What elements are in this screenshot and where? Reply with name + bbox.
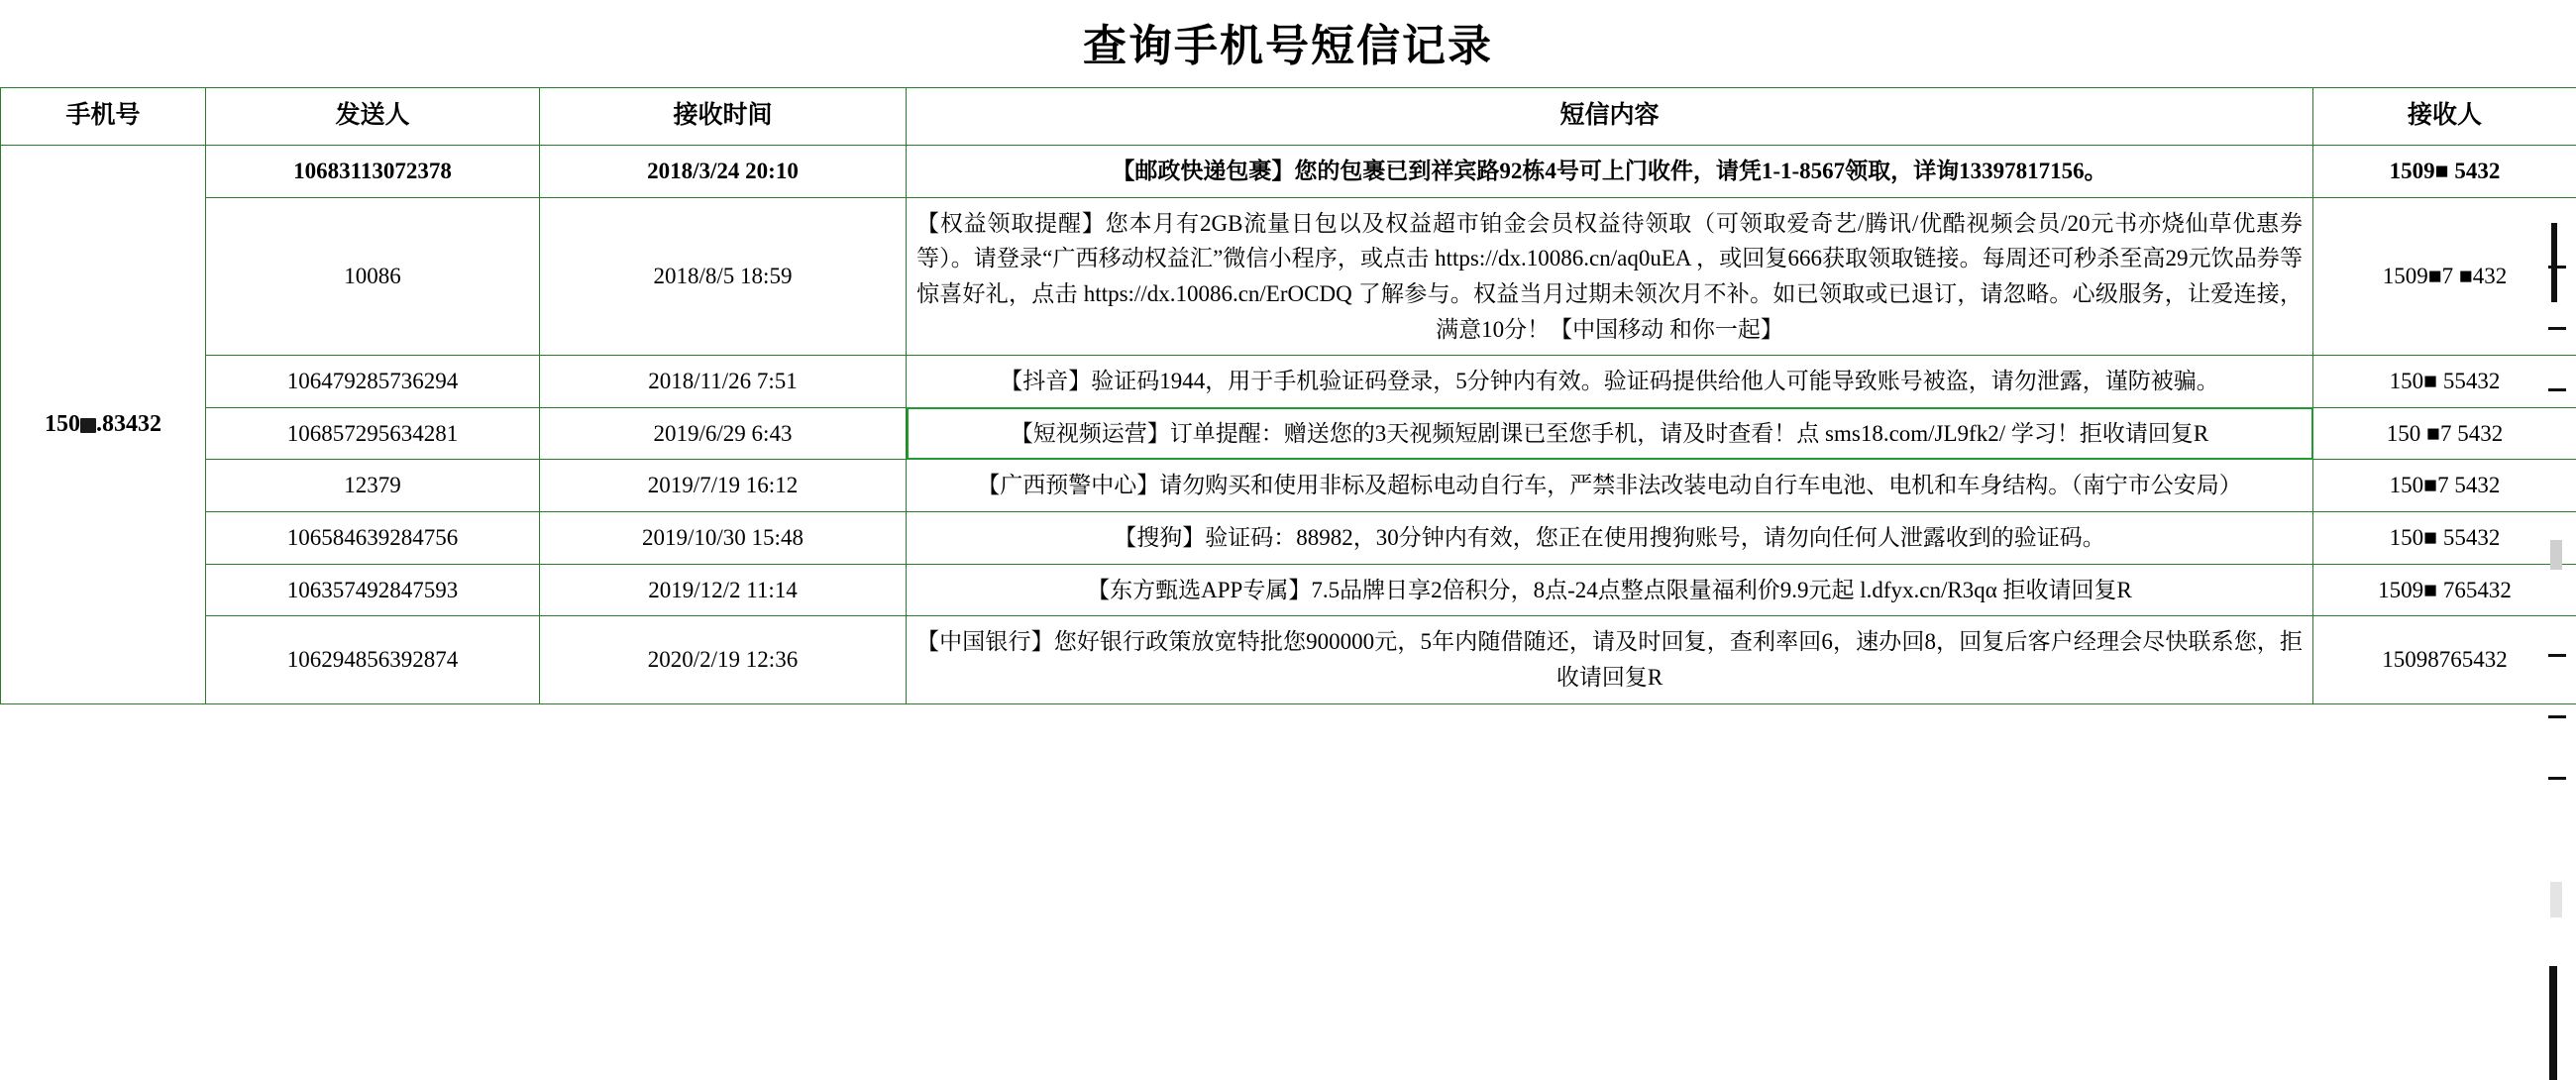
- table-row: [1, 512, 2576, 565]
- column-header-phone: 手机号: [1, 88, 206, 146]
- time-cell: 2020/2/19 12:36: [540, 616, 907, 703]
- time-cell: 2019/6/29 6:43: [540, 407, 907, 460]
- scrollbar-track[interactable]: [2550, 882, 2562, 918]
- scroll-mark: [2548, 777, 2566, 780]
- sender-cell: 12379: [206, 460, 540, 512]
- table-row: [1, 197, 2576, 356]
- phone-number-redacted: 150: [45, 410, 80, 437]
- column-header-time: 接收时间: [540, 88, 907, 146]
- page-title: 查询手机号短信记录: [1083, 22, 1493, 70]
- time-cell: 2019/7/19 16:12: [540, 460, 907, 512]
- phone-number-tail: .83432: [96, 410, 161, 437]
- redaction-block: [80, 418, 96, 433]
- time-cell: 2019/10/30 15:48: [540, 512, 907, 565]
- table-row-highlighted: [1, 407, 2576, 460]
- time-cell: 2018/8/5 18:59: [540, 197, 907, 356]
- sender-cell: 106584639284756: [206, 512, 540, 565]
- receiver-cell: 150■ 55432: [2313, 512, 2576, 565]
- receiver-cell: 150■7 5432: [2313, 460, 2576, 512]
- time-cell: 2018/11/26 7:51: [540, 356, 907, 408]
- content-cell: 【邮政快递包裹】您的包裹已到祥宾路92栋4号可上门收件，请凭1-1-8567领取，详询13397817156。: [907, 146, 2313, 198]
- receiver-cell: 1509■ 765432: [2313, 564, 2576, 616]
- receiver-cell: 1509■7 ■432: [2313, 197, 2576, 356]
- column-header-receiver: 接收人: [2313, 88, 2576, 146]
- column-header-sender: 发送人: [206, 88, 540, 146]
- content-cell: 【短视频运营】订单提醒：赠送您的3天视频短剧课已至您手机，请及时查看！点 sms18.com/JL9fk2/ 学习！拒收请回复R: [907, 407, 2313, 460]
- redaction-block: [2549, 966, 2557, 1080]
- content-cell: 【搜狗】验证码：88982，30分钟内有效，您正在使用搜狗账号，请勿向任何人泄露收到的验证码。: [907, 512, 2313, 565]
- time-cell: 2018/3/24 20:10: [540, 146, 907, 198]
- table-row: [1, 616, 2576, 703]
- content-cell: 【权益领取提醒】您本月有2GB流量日包以及权益超市铂金会员权益待领取（可领取爱奇艺/腾讯/优酷视频会员/20元书亦烧仙草优惠券等）。请登录“广西移动权益汇”微信小程序，或点击 https://dx.10086.cn/aq0uEA ，或回复666获取领取链接。每周还可秒杀至高29元饮品券等惊喜好礼，点击 https://dx.10086.cn/ErOCDQ 了解参与。权益当月过期未领次月不补。如已领取或已退订，请忽略。心级服务，让爱连接，满意10分！【中国移动 和你一起】: [907, 197, 2313, 356]
- content-cell: 【广西预警中心】请勿购买和使用非标及超标电动自行车，严禁非法改装电动自行车电池、电机和车身结构。（南宁市公安局）: [907, 460, 2313, 512]
- receiver-cell: 150■ 55432: [2313, 356, 2576, 408]
- sender-cell: 106294856392874: [206, 616, 540, 703]
- sender-cell: 106357492847593: [206, 564, 540, 616]
- table-row: [1, 356, 2576, 408]
- sender-cell: 106479285736294: [206, 356, 540, 408]
- sender-cell: 10683113072378: [206, 146, 540, 198]
- column-header-content: 短信内容: [907, 88, 2313, 146]
- content-cell: 【东方甄选APP专属】7.5品牌日享2倍积分，8点-24点整点限量福利价9.9元起 l.dfyx.cn/R3qα 拒收请回复R: [907, 564, 2313, 616]
- sender-cell: 106857295634281: [206, 407, 540, 460]
- sender-cell: 10086: [206, 197, 540, 356]
- table-row: [1, 460, 2576, 512]
- receiver-cell: 1509■ 5432: [2313, 146, 2576, 198]
- phone-number-cell: [1, 146, 206, 704]
- scroll-mark: [2548, 715, 2566, 718]
- receiver-cell: 15098765432: [2313, 616, 2576, 703]
- table-body: [1, 146, 2576, 704]
- receiver-cell: 150 ■7 5432: [2313, 407, 2576, 460]
- time-cell: 2019/12/2 11:14: [540, 564, 907, 616]
- content-cell: 【抖音】验证码1944，用于手机验证码登录，5分钟内有效。验证码提供给他人可能导致账号被盗，请勿泄露，谨防被骗。: [907, 356, 2313, 408]
- table-header-row: [1, 88, 2576, 146]
- table-row: [1, 146, 2576, 198]
- table-row: [1, 564, 2576, 616]
- sms-records-table: [0, 87, 2576, 704]
- content-cell: 【中国银行】您好银行政策放宽特批您900000元，5年内随借随还，请及时回复，查利率回6，速办回8，回复后客户经理会尽快联系您，拒收请回复R: [907, 616, 2313, 703]
